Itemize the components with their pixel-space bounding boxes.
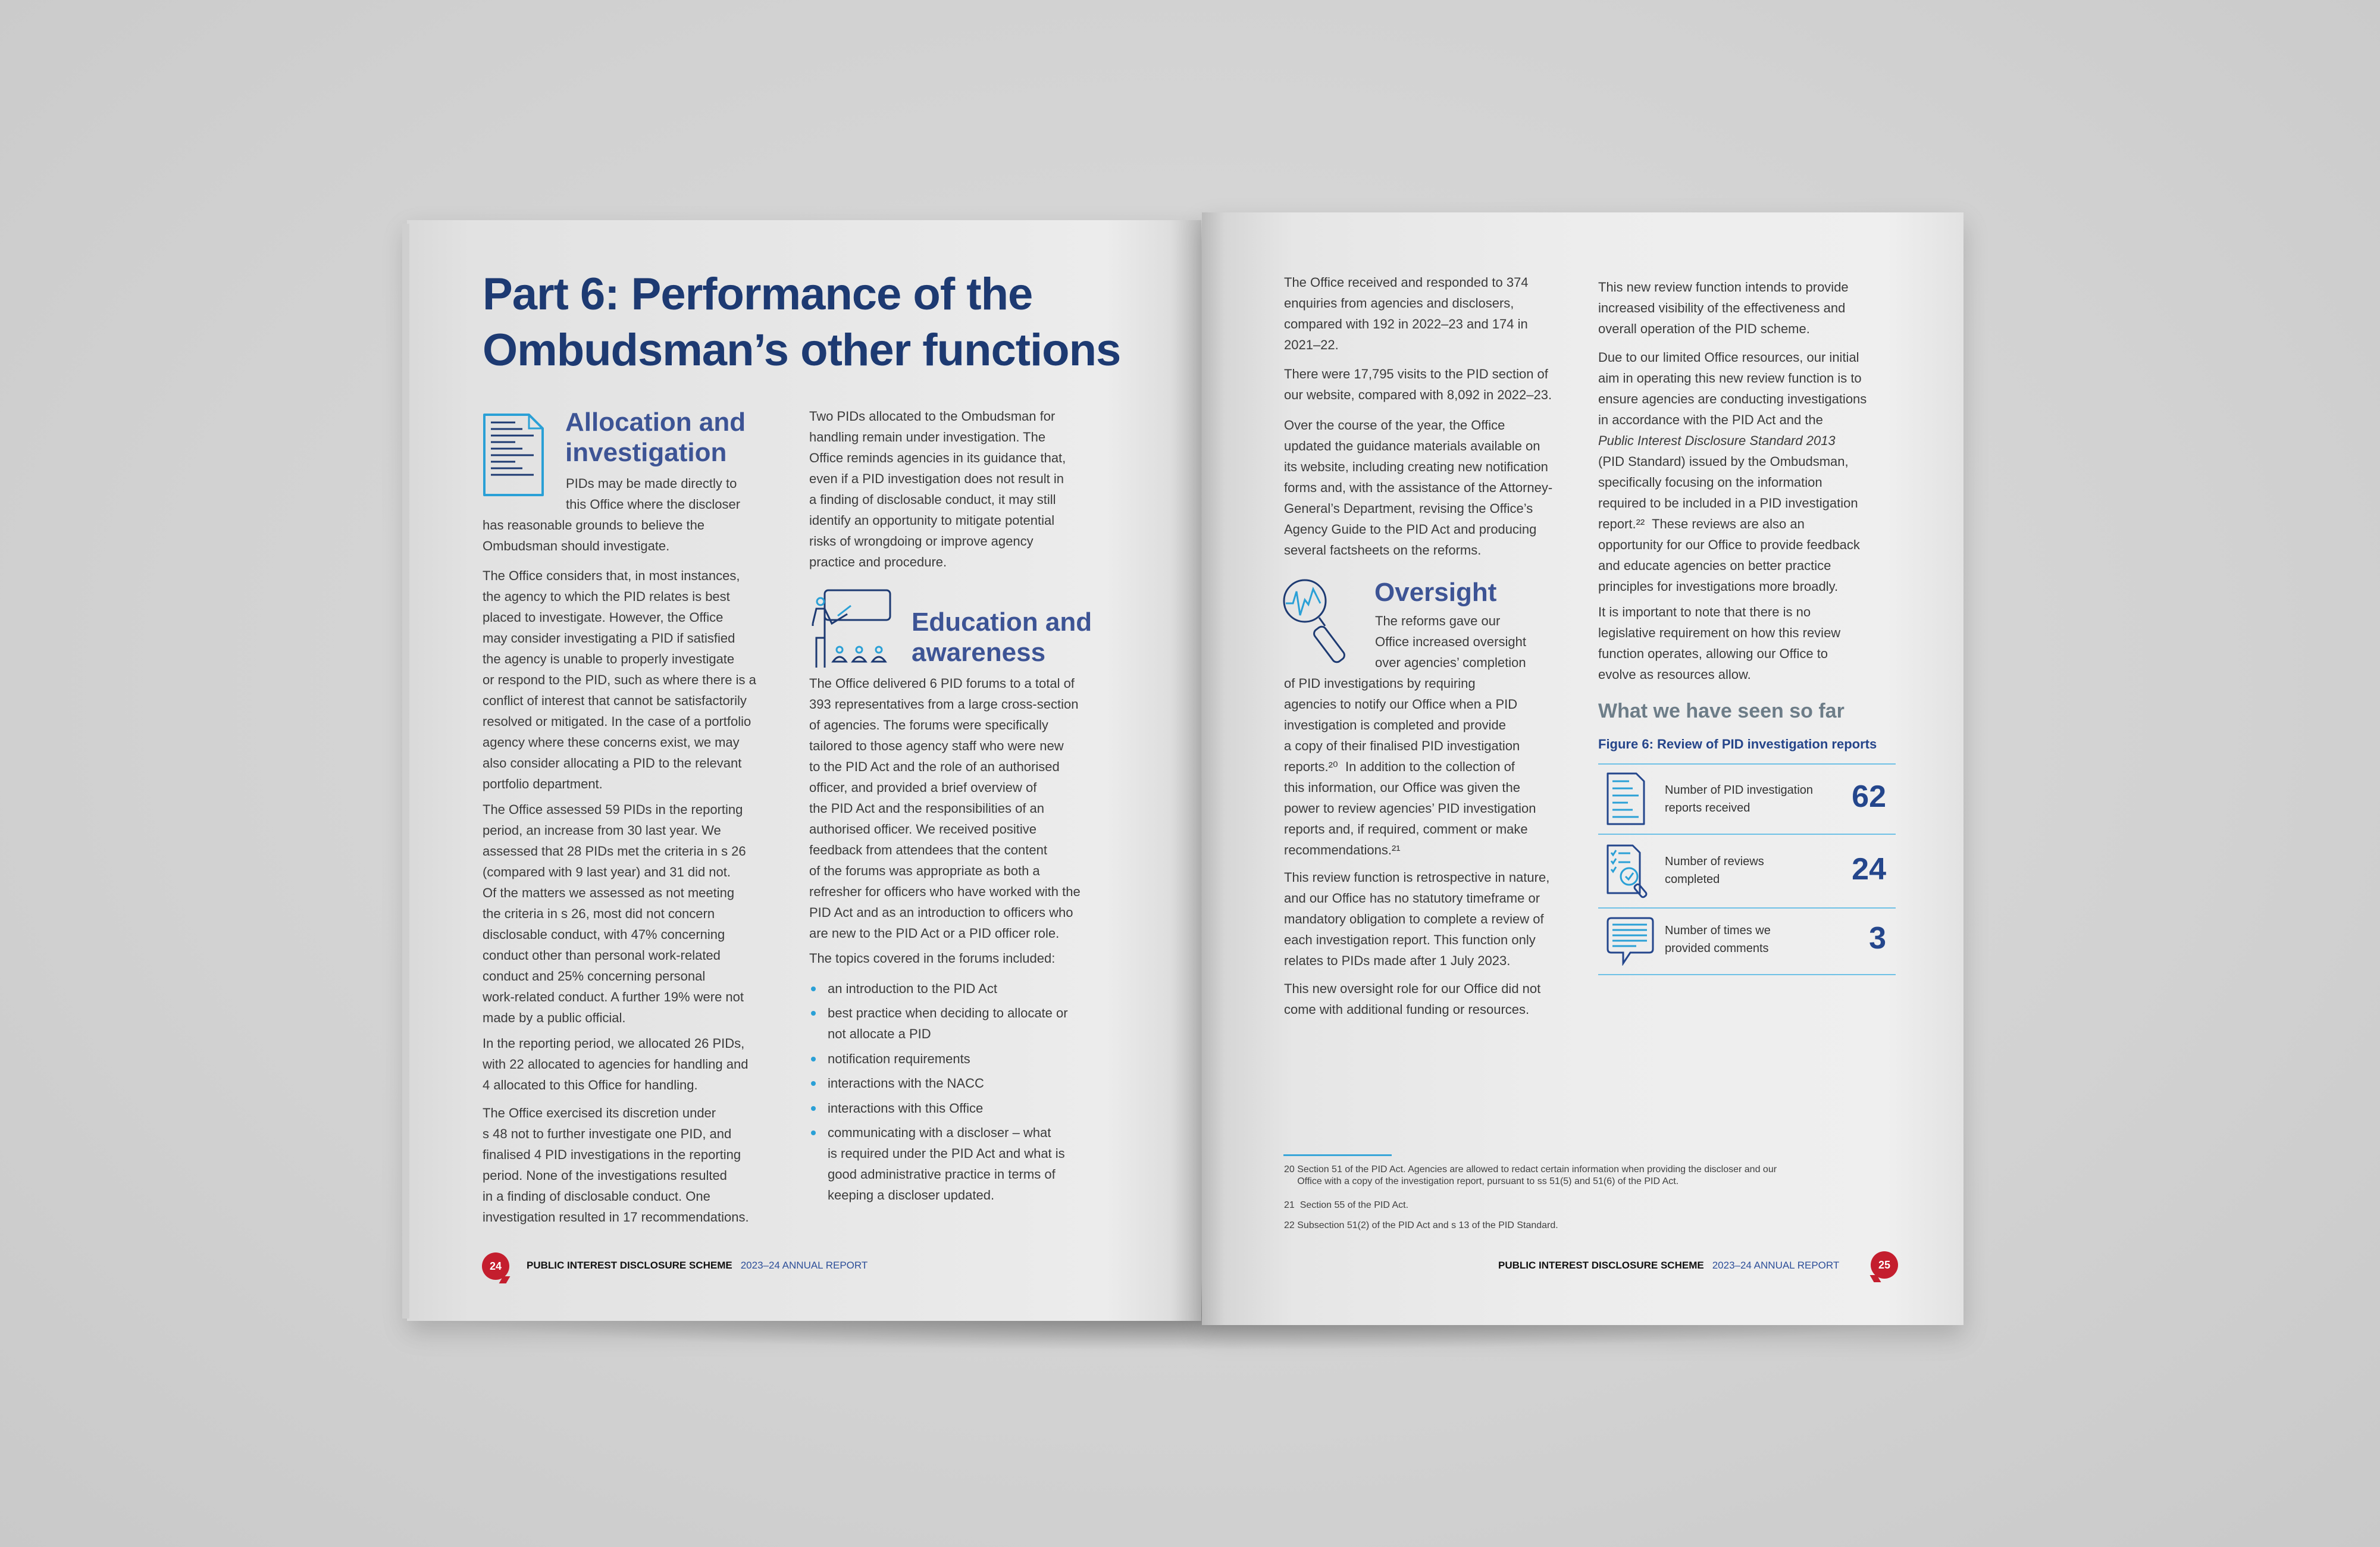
checklist-search-icon (1606, 844, 1652, 905)
body-paragraph: This new review function intends to provide increased visibility of the effectiveness and overall operation of the PID scheme. (1598, 280, 1849, 336)
document-icon (1606, 772, 1646, 826)
stat-value: 24 (1852, 852, 1886, 887)
page-title: Part 6: Performance of the Ombudsman’s other functions (483, 269, 1121, 375)
stats-figure (1598, 763, 1896, 975)
speech-bubble-icon (1606, 917, 1654, 966)
footer-report: 2023–24 ANNUAL REPORT (740, 1260, 868, 1271)
footnote-divider (1283, 1154, 1392, 1156)
footer-scheme: PUBLIC INTEREST DISCLOSURE SCHEME (1498, 1260, 1704, 1271)
body-paragraph: This new oversight role for our Office did not come with additional funding or resources. (1284, 981, 1541, 1017)
allocation-paragraph: The Office exercised its discretion under s 48 not to further investigate one PID, and finalised 4 PID investigations in the reporting period. None of the investigations resulted in a finding of disclosable conduct. One investigation resulted in 17 recommendations. (483, 1106, 749, 1225)
allocation-paragraph: In the reporting period, we allocated 26 PIDs, with 22 allocated to agencies for handling and 4 allocated to this Office for handling. (483, 1036, 749, 1092)
footer-report: 2023–24 ANNUAL REPORT (1712, 1260, 1840, 1271)
text: (PID Standard) issued by the Ombudsman, specifically focusing on the information required to be included in a PID investigation report.²² These reviews are also an opportunity for our Office to provide feedback and educate agencies on better practice principles for investigations more broadly. (1598, 454, 1860, 594)
page-number-badge: 24 (482, 1252, 509, 1280)
body-paragraph: The Office received and responded to 374 enquiries from agencies and disclosers, compared with 192 in 2022–23 and 174 in 2021–22. (1284, 275, 1529, 352)
body-paragraph: There were 17,795 visits to the PID section of our website, compared with 8,092 in 2022–23. (1284, 367, 1552, 402)
bullet-icon (811, 1130, 816, 1135)
stat-value: 62 (1852, 779, 1886, 814)
page-number-badge: 25 (1871, 1251, 1898, 1279)
figure-caption: Figure 6: Review of PID investigation reports (1598, 737, 1877, 751)
topics-intro: The topics covered in the forums included: (809, 951, 1056, 966)
list-item-text: notification requirements (828, 1051, 970, 1066)
allocation-heading: Allocation and investigation (565, 408, 746, 467)
stat-row (1598, 763, 1896, 834)
oversight-intro-rest: of PID investigations by requiring agencies to notify our Office when a PID investigation is completed and provide a copy of their finalised PID investigation reports.²⁰ In addition to the collection of this information, our Office was given the power to review agencies’ PID investigation reports and, if required, comment or make recommendations.²¹ (1284, 676, 1536, 857)
page-footer (1498, 1260, 1839, 1272)
allocation-intro: PIDs may be made directly to this Office where the discloser (566, 476, 741, 512)
list-item-text: interactions with the NACC (828, 1076, 984, 1091)
oversight-intro: The reforms gave our Office increased oversight over agencies’ completion (1375, 613, 1526, 670)
presenter-icon (808, 589, 892, 669)
list-item-text: best practice when deciding to allocate or not allocate a PID (828, 1006, 1068, 1041)
page-edge (402, 224, 409, 1319)
stat-label: Number of times we provided comments (1665, 924, 1771, 955)
stat-label: Number of reviews completed (1665, 855, 1764, 886)
allocation-intro-rest: has reasonable grounds to believe the Ombudsman should investigate. (483, 518, 705, 553)
allocation-paragraph: The Office assessed 59 PIDs in the reporting period, an increase from 30 last year. We assessed that 28 PIDs met the criteria in s 26 (compared with 9 last year) and 31 did not. Of the matters we assessed as not meeting the criteria in s 26, most did not concern disclosable conduct, with 47% concerning conduct other than personal work-related conduct and 25% concerning personal work-related conduct. A further 19% were not made by a public official. (483, 802, 746, 1025)
education-heading: Education and awareness (912, 607, 1092, 667)
allocation-paragraph: The Office considers that, in most instances, the agency to which the PID relates is best placed to investigate. However, the Office may consider investigating a PID if satisfied the agency is unable to properly investigate or respond to the PID, such as where there is a conflict of interest that cannot be satisfactorily resolved or mitigated. In the case of a portfolio agency where these concerns exist, we may also consider allocating a PID to the relevant portfolio department. (483, 568, 756, 791)
body-paragraph: It is important to note that there is no legislative requirement on how this review function operates, allowing our Office to evolve as resources allow. (1598, 605, 1841, 682)
footnote: 21 Section 55 of the PID Act. (1284, 1200, 1409, 1210)
footer-scheme: PUBLIC INTEREST DISCLOSURE SCHEME (527, 1260, 732, 1271)
section-subheading: What we have seen so far (1598, 700, 1844, 722)
document-icon (483, 413, 544, 497)
stat-value: 3 (1869, 921, 1886, 956)
body-paragraph: This review function is retrospective in nature, and our Office has no statutory timeframe or mandatory obligation to complete a review of each investigation report. This function only relates to PIDs made after 1 July 2023. (1284, 870, 1550, 968)
text: Due to our limited Office resources, our initial aim in operating this new review function is to ensure agencies are conducting investigations in accordance with the PID Act and the (1598, 350, 1867, 427)
list-item-text: communicating with a discloser – what is required under the PID Act and what is good administrative practice in terms of keeping a discloser updated. (828, 1125, 1065, 1202)
oversight-heading: Oversight (1374, 578, 1497, 607)
bullet-icon (811, 987, 816, 991)
stat-row (1598, 907, 1896, 974)
standard-title: Public Interest Disclosure Standard 2013 (1598, 433, 1836, 448)
bullet-icon (811, 1057, 816, 1061)
allocation-col2-paragraph: Two PIDs allocated to the Ombudsman for handling remain under investigation. The Office reminds agencies in its guidance that, even if a PID investigation does not result in a finding of disclosable conduct, it may still identify an opportunity to mitigate potential risks of wrongdoing or improve agency practice and procedure. (809, 409, 1066, 569)
bullet-icon (811, 1011, 816, 1016)
body-paragraph: Over the course of the year, the Office updated the guidance materials available on its website, including creating new notification forms and, with the assistance of the Attorney- General’s Department, revising the Office’s Agency Guide to the PID Act and producing several factsheets on the reforms. (1284, 418, 1553, 558)
body-paragraph (1598, 347, 1867, 597)
page-footer (527, 1260, 868, 1272)
list-item-text: an introduction to the PID Act (828, 981, 997, 996)
footnote: 20 Section 51 of the PID Act. Agencies are allowed to redact certain information when providing the discloser and our Office with a copy of the investigation report, pursuant to ss 51(5) and 51(6) of the PID Act. (1284, 1164, 1777, 1186)
magnifier-heartbeat-icon (1282, 578, 1356, 669)
divider (1598, 974, 1896, 975)
education-paragraph: The Office delivered 6 PID forums to a total of 393 representatives from a large cross-section of agencies. The forums were specifically tailored to those agency staff who were new to the PID Act and the role of an authorised officer, and provided a brief overview of the PID Act and the responsibilities of an authorised officer. We received positive feedback from attendees that the content of the forums was appropriate as both a refresher for officers who have worked with the PID Act and as an introduction to officers who are new to the PID Act or a PID officer role. (809, 676, 1081, 941)
stat-label: Number of PID investigation reports received (1665, 784, 1814, 815)
bullet-icon (811, 1106, 816, 1111)
stat-row (1598, 834, 1896, 907)
list-item-text: interactions with this Office (828, 1101, 984, 1116)
bullet-icon (811, 1081, 816, 1086)
footnote: 22 Subsection 51(2) of the PID Act and s 13 of the PID Standard. (1284, 1220, 1558, 1230)
